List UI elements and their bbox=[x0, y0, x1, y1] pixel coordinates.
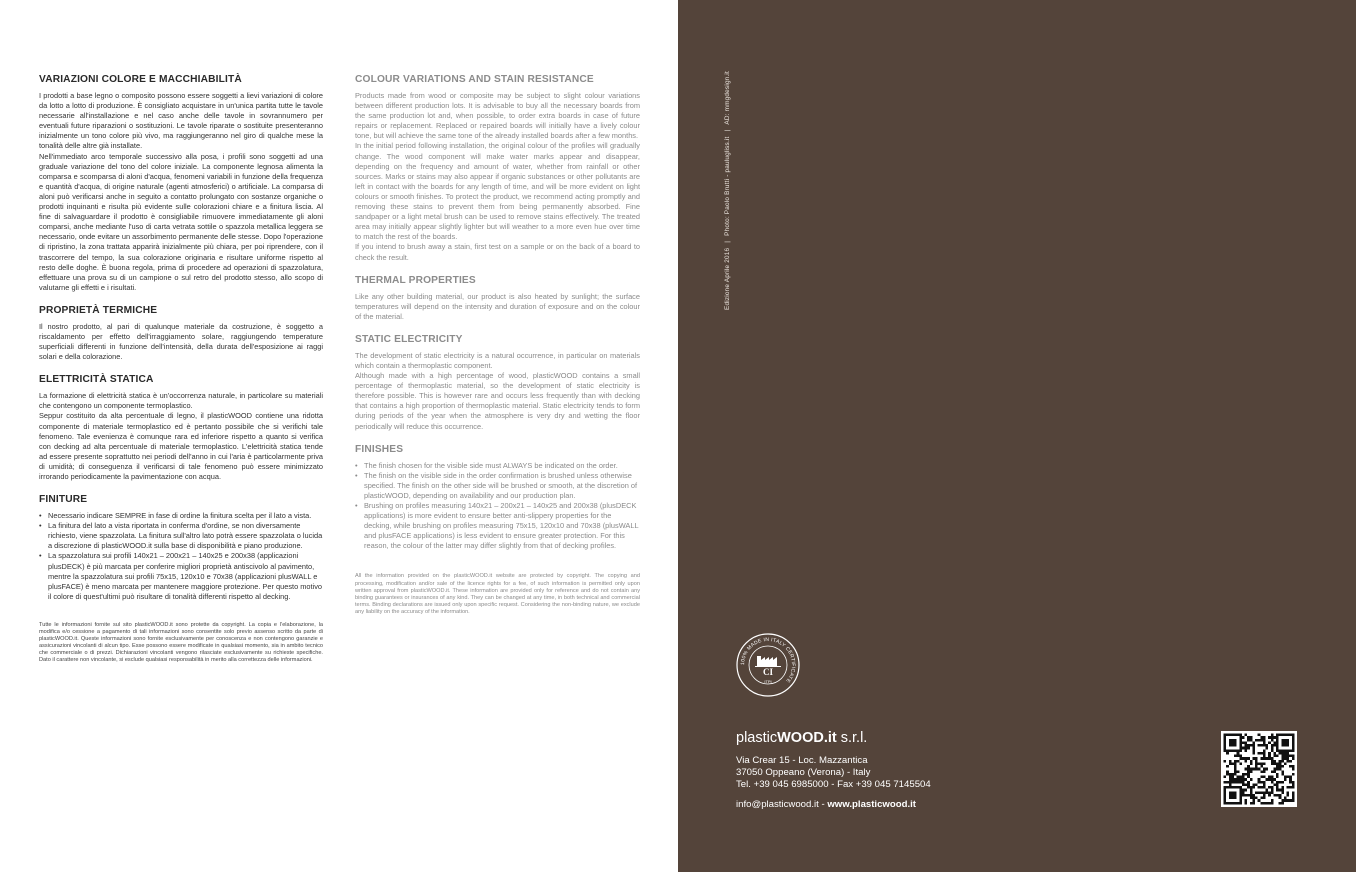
list-item: • Necessario indicare SEMPRE in fase di ordine la finitura scelta per il lato a vista. bbox=[39, 511, 323, 521]
english-column bbox=[355, 74, 640, 622]
edition-text: Edizione Aprile 2016 bbox=[724, 247, 731, 310]
section-title: THERMAL PROPERTIES bbox=[355, 274, 476, 286]
paragraph: Like any other building material, our product is also heated by sunlight; the surface temperatures will depend on the intensity and duration of exposure and on the colour of the material. bbox=[355, 291, 640, 321]
en-section-finishes bbox=[355, 444, 640, 552]
paragraph: Although made with a high percentage of wood, plasticWOOD contains a small percentage of thermoplastic material, so the development of static electricity is therefore possible. This is however rare and occurs less frequently than with decking that contains a high proportion of thermoplastic material. Static electricity tends to form during periods of the year when the atmosphere is very dry and wetting the floor periodically will reduce this occurrence. bbox=[355, 371, 640, 431]
vertical-credits: Edizione Aprile 2016|Photo: Paolo Brutti - paulugliss.it|AD: mmgdesign.it bbox=[724, 70, 731, 310]
company-name-suffix: s.r.l. bbox=[836, 730, 868, 746]
phone-line: Tel. +39 045 6985000 - Fax +39 045 7145504 bbox=[736, 779, 931, 790]
list-item: • Brushing on profiles measuring 140x21 – 200x21 – 140x25 and 200x38 (plusDECK applications) is more evident to ensure better anti-slippery properties for the decking, while brushing on profiles measuring 75x15, 120x10 and 70x38 (plusWALL and plusFACE applications) is less evident to ensure greater protection. For this reason, the colour of the latter may differ slightly from that of decking profiles. bbox=[355, 501, 640, 551]
list-item: • La spazzolatura sui profili 140x21 – 200x21 – 140x25 e 200x38 (applicazioni plusDECK) è più marcata per conferire migliori proprietà antiscivolo al pavimento, mentre la spazzolatura sui profili 75x15, 120x10 e 70x38 (applicazioni plusWALL e plusFACE) è meno marcata per mantenere maggiore protezione. Per questo motivo il colore di quest'ultimi può risultare di tonalità differenti rispetto al decking. bbox=[39, 551, 323, 601]
bullet-list bbox=[355, 461, 640, 552]
made-in-italy-seal-icon bbox=[735, 632, 801, 698]
seal-ring-text: 100% MADE IN ITALY CERTIFICATE bbox=[739, 636, 797, 684]
company-name bbox=[736, 729, 931, 747]
paragraph: Products made from wood or composite may be subject to slight colour variations between different production lots. It is advisable to buy all the necessary boards from the same production lot and, when possible, to order extra boards in case of future repairs or replacement. Replaced or repaired boards will initially have a lively colour tone, but will achieve the same tone of the already installed boards after a few months. bbox=[355, 91, 640, 141]
list-item: • The finish chosen for the visible side must ALWAYS be indicated on the order. bbox=[355, 461, 640, 471]
section-title: VARIAZIONI COLORE E MACCHIABILITÀ bbox=[39, 74, 242, 85]
address-line: 37050 Oppeano (Verona) - Italy bbox=[736, 767, 871, 778]
it-section-finishes bbox=[39, 494, 323, 602]
company-name-bold: WOOD.it bbox=[777, 730, 837, 746]
seal-bottom-text: ITPI bbox=[764, 679, 772, 684]
contacts bbox=[736, 799, 931, 810]
section-title: FINISHES bbox=[355, 443, 404, 455]
paragraph: La formazione di elettricità statica è un'occorrenza naturale, in particolare su materiali che contengono un componente termoplastico. bbox=[39, 391, 323, 411]
section-title: STATIC ELECTRICITY bbox=[355, 333, 463, 345]
website-link[interactable]: www.plasticwood.it bbox=[827, 799, 917, 810]
company-name-prefix: plastic bbox=[736, 730, 778, 746]
qr-code-icon bbox=[1221, 731, 1297, 807]
list-item: • La finitura del lato a vista riportata in conferma d'ordine, se non diversamente richiesto, viene spazzolata. La finitura sull'altro lato potrà essere spazzolata o lucida a discrezione di plasticWOOD.it sulla base di disponibilità e piano produzione. bbox=[39, 521, 323, 551]
legal-notice: All the information provided on the plasticWOOD.it website are protected by copyright. The copying and processing, modification and/or sale of the licence rights for a fee, of such information is permitted only upon written approval from plasticWOOD.it. These information are provided only for reference and do not contain any binding guarantees or insurances of any kind. They can be changed at any time, in both technical and commercial terms. Binding declarations are issued only upon specific request. Considering the non-binding nature, we exclude any liability on the accuracy of the information. bbox=[355, 573, 640, 615]
en-section-thermal bbox=[355, 275, 640, 322]
design-credit: AD: mmgdesign.it bbox=[724, 70, 731, 125]
address-line: Via Crear 15 - Loc. Mazzantica bbox=[736, 755, 868, 766]
legal-notice: Tutte le informazioni fornite sul sito plasticWOOD.it sono protette da copyright. La copia e l'elaborazione, la modifica e/o cessione a pagamento di tali informazioni sono consentite solo previo assenso scritto da parte di plasticWOOD.it. Queste informazioni sono fornite esclusivamente per conoscenza e non contengono garanzie e assicurazioni vincolanti di alcun tipo. Esse possono essere modificate in qualsiasi momento, sia in ambito tecnico che commerciale o di prezzi. Dichiarazioni vincolanti vengono rilasciate esclusivamente su richieste specifiche. Dato il carattere non vincolante, si esclude qualsiasi responsabilità in merito alla correttezza delle informazioni. bbox=[39, 621, 323, 664]
italian-column bbox=[39, 74, 323, 670]
list-item: • The finish on the visible side in the order confirmation is brushed unless otherwise specified. The finish on the other side will be brushed or smooth, at the discretion of plasticWOOD, depending on availability and our production plan. bbox=[355, 471, 640, 501]
paragraph: I prodotti a base legno o composito possono essere soggetti a lievi variazioni di colore da lotto a lotto di produzione. È consigliato acquistare in un'unica partita tutte le tavole necessarie all'installazione e nel caso anche delle tavole in sovrannumero per eventuali future riparazioni o sostituzioni. Le tavole riparate o sostituite presenteranno inizialmente un tono colore più vivo, ma raggiungeranno nel giro di qualche mese la tonalità delle altre già installate. bbox=[39, 91, 323, 151]
section-title: PROPRIETÀ TERMICHE bbox=[39, 304, 158, 316]
bullet-list bbox=[39, 511, 323, 602]
section-title: FINITURE bbox=[39, 494, 88, 506]
paragraph: If you intend to brush away a stain, first test on a sample or on the back of a board to check the result. bbox=[355, 242, 640, 262]
separator: - bbox=[818, 799, 828, 810]
en-section-colour bbox=[355, 74, 640, 263]
section-title: ELETTRICITÀ STATICA bbox=[39, 374, 154, 386]
seal-center-text: CI bbox=[762, 667, 774, 677]
email-link[interactable]: info@plasticwood.it bbox=[736, 799, 819, 810]
it-section-static bbox=[39, 374, 323, 482]
paragraph: In the initial period following installation, the original colour of the profiles will gradually change. The wood component will make water marks appear and disappear, depending on the frequency and amount of water, whether from rainfall or other sources. Marks or stains may also appear if organic substances or other pollutants are left in contact with the boards for any length of time, and will be more evident on light colours or smooth finishes. To protect the product, we recommend acting promptly and removing these stains to prevent them from being permanently absorbed. Fine sandpaper or a light metal brush can be used to remove stains effectively. The treated area may initially appear slightly lighter but will weather to a more even hue over time to match the rest of the boards. bbox=[355, 141, 640, 242]
paragraph: The development of static electricity is a natural occurrence, in particular on materials which contain a thermoplastic component. bbox=[355, 350, 640, 370]
it-section-colour bbox=[39, 74, 323, 293]
paragraph: Nell'immediato arco temporale successivo alla posa, i profili sono soggetti ad una graduale variazione del tono del colore iniziale. La componente legnosa alimenta la comparsa e scomparsa di aloni d'acqua, fenomeni variabili in funzione della frequenza e quantità d'acqua, di origine naturale (agenti atmosferici) o artificiale. La comparsa di aloni può verificarsi anche in seguito a contatto prolungato con sostanze organiche o prodotti inquinanti e risulta più evidente sulle colorazioni chiare e a finitura liscia. Al fine di salvaguardare il prodotto è consigliabile rimuovere immediatamente gli aloni comparsi, anche mediante l'uso di carta vetrata sottile o spazzola metallica leggera se necessario, onde evitare un assorbimento permanente delle stesse. Dopo l'operazione di ripristino, la zona trattata apparirà inizialmente più chiara, per poi riprendere, con il trascorrere del tempo, la sua colorazione originaria e risultare uniforme rispetto al resto delle doghe. È buona regola, prima di procedere ad operazioni di spazzolatura, effettuare una prova su di un campione o sul retro del prodotto stesso, allo scopo di valutarne gli effetti e i risultati. bbox=[39, 151, 323, 292]
it-section-thermal bbox=[39, 305, 323, 362]
en-section-static bbox=[355, 334, 640, 432]
paragraph: Seppur costituito da alta percentuale di legno, il plasticWOOD contiene una ridotta componente di materiale termoplastico ed è pertanto possibile che si verifichi tale fenomeno. Tale evenienza è comunque rara ed inferiore rispetto a quanto si verifica con decking ad alta percentuale di materiale termoplastico. L'elettricità statica tende ad essere presente soprattutto nei periodi dell'anno in cui l'aria è particolarmente priva di umidità; di conseguenza il verificarsi di tale fenomeno può essere minimizzato irrorando periodicamente la pavimentazione con acqua. bbox=[39, 411, 323, 481]
photo-credit: Photo: Paolo Brutti - paulugliss.it bbox=[724, 136, 731, 236]
paragraph: Il nostro prodotto, al pari di qualunque materiale da costruzione, è soggetto a riscaldamento per effetto dell'irraggiamento solare, raggiungendo temperature superficiali differenti in funzione dell'intensità, della durata dell'esposizione ai raggi solari e della colorazione. bbox=[39, 321, 323, 362]
section-title: COLOUR VARIATIONS AND STAIN RESISTANCE bbox=[355, 74, 594, 85]
company-info bbox=[736, 729, 931, 810]
